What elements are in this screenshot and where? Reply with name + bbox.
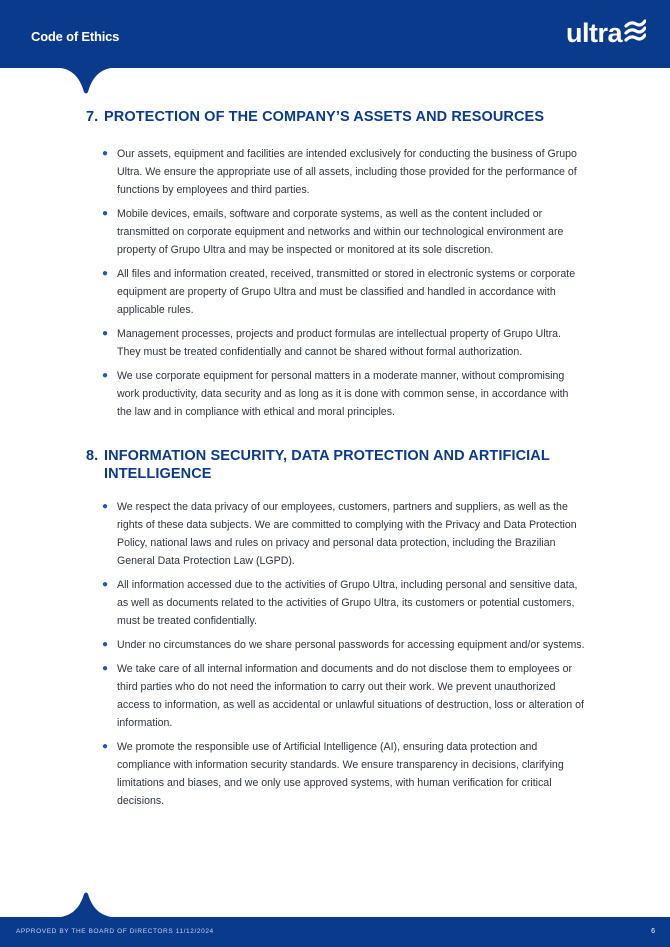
section-7 (86, 108, 586, 421)
list-item (86, 498, 586, 570)
list-item (86, 636, 586, 654)
bullet-icon: ● (102, 501, 109, 512)
list-item (86, 325, 586, 361)
list-item (86, 205, 586, 259)
main-content (86, 108, 586, 810)
footer-tab-decoration (48, 891, 124, 918)
section-8 (86, 447, 586, 810)
list-item-text: Our assets, equipment and facilities are intended exclusively for conducting the business of Grupo Ultra. We ensure the appropriate use of all assets, including those provided for the performance of functions by employees and third parties. (117, 148, 577, 196)
list-item-text: All files and information created, received, transmitted or stored in electronic systems or corporate equipment are property of Grupo Ultra and must be classified and handled in accordance with applicable rules. (117, 268, 576, 316)
bullet-icon: ● (102, 741, 109, 752)
header-tab-decoration (50, 67, 122, 95)
company-logo (566, 18, 646, 50)
approval-note: APPROVED BY THE BOARD OF DIRECTORS 11/12/2024 (16, 928, 214, 935)
section-title: INFORMATION SECURITY, DATA PROTECTION AND ARTIFICIAL INTELLIGENCE (104, 448, 550, 482)
document-title: Code of Ethics (31, 29, 120, 44)
list-item (86, 367, 586, 421)
list-item-text: Mobile devices, emails, software and corporate systems, as well as the content included or transmitted on corporate equipment and networks and within our technological environment are property of Grupo Ultra and may be inspected or monitored at its sole discretion. (117, 208, 564, 256)
bullet-icon: ● (102, 663, 109, 674)
list-item (86, 265, 586, 319)
list-item-text: We respect the data privacy of our employees, customers, partners and suppliers, as well as the rights of these data subjects. We are committed to complying with the Privacy and Data Protection Policy, national laws and rules on privacy and personal data protection, including the Brazilian General Data Protection Law (LGPD). (117, 501, 577, 567)
section-heading (86, 447, 586, 483)
list-item-text: Management processes, projects and product formulas are intellectual property of Grupo Ultra. They must be treated confidentially and cannot be shared without formal authorization. (117, 328, 561, 358)
list-item-text: All information accessed due to the activities of Grupo Ultra, including personal and sensitive data, as well as documents related to the activities of Grupo Ultra, its customers or potential customers, must be treated confidentially. (117, 579, 578, 627)
section-number: 8. (86, 448, 99, 464)
bullet-list (86, 145, 586, 421)
list-item-text: We promote the responsible use of Artificial Intelligence (AI), ensuring data protection and compliance with information security standards. We ensure transparency in decisions, clarifying limitations and biases, and we only use approved systems, with human verification for critical decisions. (117, 741, 564, 807)
page-number: 6 (651, 928, 655, 935)
section-number: 7. (86, 109, 99, 125)
list-item (86, 738, 586, 810)
page-header (0, 0, 670, 68)
waves-icon (624, 18, 646, 48)
bullet-icon: ● (102, 579, 109, 590)
bullet-icon: ● (102, 328, 109, 339)
bullet-icon: ● (102, 208, 109, 219)
list-item-text: We take care of all internal information and documents and do not disclose them to employees or third parties who do not need the information to carry out their work. We prevent unauthorized access to information, as well as accidental or unlawful situations of destruction, loss or alteration of information. (117, 663, 584, 729)
list-item-text: Under no circumstances do we share personal passwords for accessing equipment and/or systems. (117, 639, 585, 651)
list-item (86, 576, 586, 630)
section-title: PROTECTION OF THE COMPANY’S ASSETS AND RESOURCES (104, 109, 545, 125)
list-item-text: We use corporate equipment for personal matters in a moderate manner, without compromising work productivity, data security and as long as it is done with common sense, in accordance with the law and in compliance with ethical and moral principles. (117, 370, 569, 418)
bullet-icon: ● (102, 148, 109, 159)
bullet-icon: ● (102, 370, 109, 381)
list-item (86, 145, 586, 199)
section-heading (86, 108, 586, 126)
page-footer (0, 917, 670, 947)
bullet-list (86, 498, 586, 810)
list-item (86, 660, 586, 732)
logo-text: ultra (565, 18, 622, 48)
bullet-icon: ● (102, 639, 109, 650)
bullet-icon: ● (102, 268, 109, 279)
